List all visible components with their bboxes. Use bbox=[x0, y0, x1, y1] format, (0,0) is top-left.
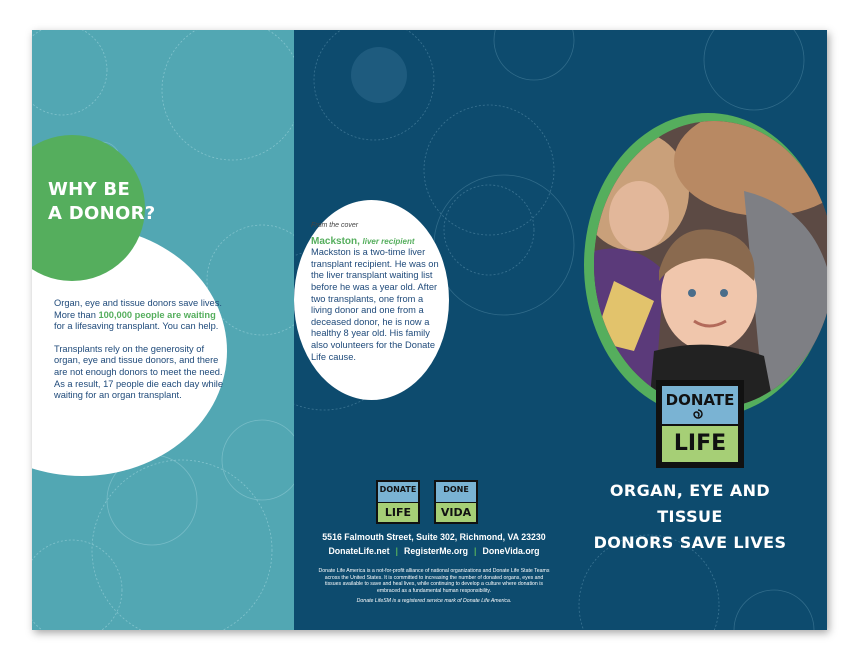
brochure-spread bbox=[32, 30, 827, 630]
family-photo-illustration bbox=[594, 121, 827, 408]
right-panel bbox=[294, 30, 827, 630]
donor-paragraph-1: Organ, eye and tissue donors save lives. More than 100,000 people are waiting for a lifesaving transplant. You can help. bbox=[54, 298, 222, 332]
donate-life-small-logo: DONATE LIFE bbox=[376, 480, 420, 524]
main-headline: ORGAN, EYE AND TISSUE DONORS SAVE LIVES bbox=[593, 481, 787, 552]
why-be-a-donor-heading: WHY BE A DONOR? bbox=[48, 179, 156, 224]
link-donatelife[interactable]: DonateLife.net bbox=[328, 546, 390, 556]
website-links: DonateLife.net | RegisterMe.org | DoneVida.org bbox=[328, 546, 540, 556]
recipient-heading: Mackston, liver recipient bbox=[311, 235, 415, 247]
donate-life-logo: DONATE LIFE bbox=[656, 380, 744, 468]
done-vida-logo: DONE VIDA bbox=[434, 480, 478, 524]
cover-story-text bbox=[311, 220, 441, 363]
mailing-address: 5516 Falmouth Street, Suite 302, Richmond, VA 23230 bbox=[322, 532, 546, 542]
photo-ring bbox=[584, 113, 827, 417]
cover-story-body: Mackston is a two-time liver transplant recipient. He was on the liver transplant waiting list before he was a year old. After two transplants, one from a living donor and one from a deceased donor, he is now a healthy 8 year old. His family also volunteers for the Donate Life cause. bbox=[311, 247, 439, 362]
link-registerme[interactable]: RegisterMe.org bbox=[404, 546, 469, 556]
contact-block bbox=[314, 530, 554, 558]
family-photo bbox=[594, 121, 827, 408]
left-body-text bbox=[54, 298, 224, 413]
left-panel bbox=[32, 30, 294, 630]
from-cover-label: From the cover bbox=[311, 222, 359, 229]
swirl-icon bbox=[692, 408, 704, 420]
service-mark-text: Donate LifeSM is a registered service mark of Donate Life America. bbox=[356, 598, 512, 605]
donor-paragraph-2: Transplants rely on the generosity of organ, eye and tissue donors, and there are not enough donors to meet the need. As a result, 17 people die each day while waiting for an organ transplant. bbox=[54, 343, 224, 401]
fine-print bbox=[316, 568, 552, 605]
link-donevida[interactable]: DoneVida.org bbox=[482, 546, 540, 556]
about-text: Donate Life America is a not-for-profit alliance of national organizations and Donate Life State Teams across the United States. It is committed to increasing the number of donated organs, eyes and tissues available to save and heal lives, while continuing to develop a culture where donation is embraced as a fundamental human responsibility. bbox=[318, 568, 550, 594]
